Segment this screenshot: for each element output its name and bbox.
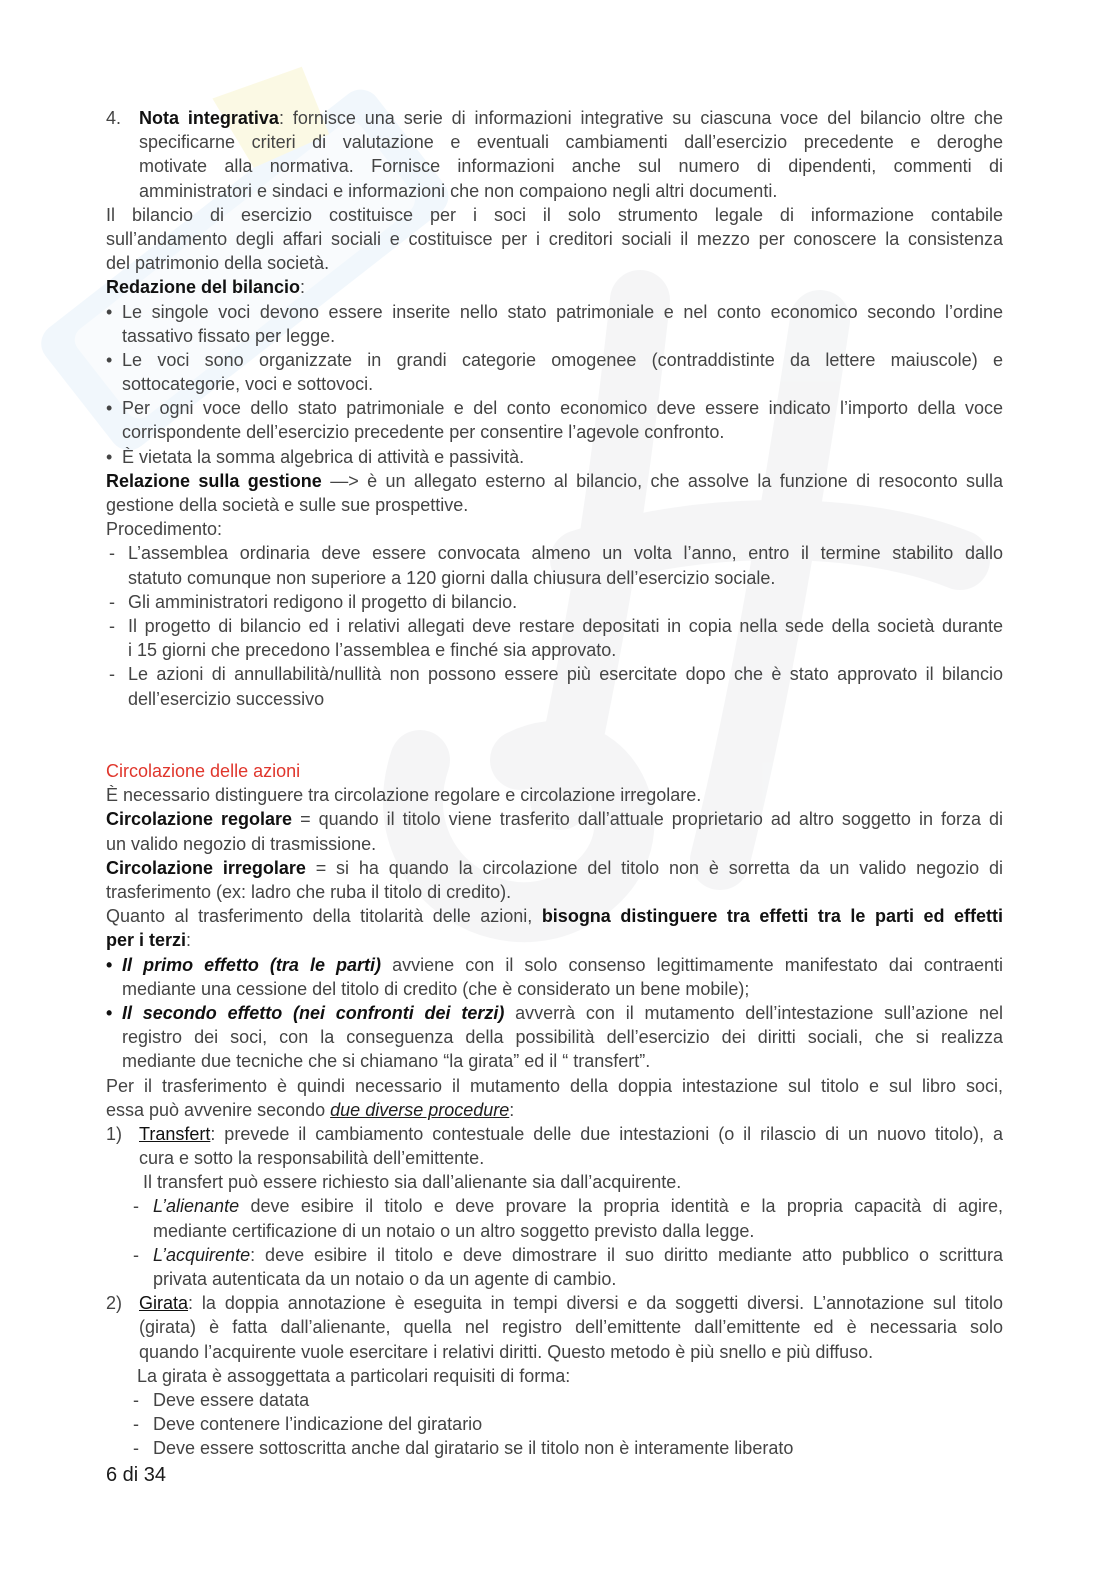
text-line — [106, 275, 1003, 299]
text-segment: bisogna distinguere tra effetti tra le parti ed effetti — [541, 906, 1003, 927]
text-segment: : — [300, 277, 306, 298]
text-line: motivate alla normativa. Fornisce informazioni anche sul numero di dipendenti, commenti di — [139, 156, 1003, 177]
nota-integrativa-item — [106, 106, 1003, 203]
relazione-paragraph — [106, 469, 1003, 517]
text-segment: Relazione sulla gestione — [106, 470, 322, 491]
text-segment: per i terzi — [106, 930, 187, 951]
transfert-item — [106, 1122, 1003, 1170]
text-line — [106, 1098, 1003, 1122]
text-segment: Transfert — [139, 1123, 211, 1144]
text-line: Per il trasferimento è quindi necessario il mutamento della doppia intestazione sul titolo e sul libro soci, — [106, 1075, 1003, 1096]
text-line: corrispondente dell’esercizio precedente per consentire l’agevole confronto. — [122, 422, 725, 443]
text-line: Circolazione delle azioni — [106, 761, 301, 782]
text-segment: = quando il titolo viene trasferito dall’attuale proprietario ad altro soggetto in forza di — [292, 809, 1003, 830]
list-marker: 1) — [106, 1123, 123, 1144]
text-segment: : prevede il cambiamento contestuale delle due intestazioni (o il rilascio di un nuovo titolo), a — [210, 1123, 1003, 1144]
girata-note — [106, 1364, 1003, 1388]
text-line: amministratori e sindaci e informazioni che non compaiono negli altri documenti. — [139, 180, 778, 201]
acquirente-item — [106, 1243, 1003, 1291]
text-segment: Nota integrativa — [139, 108, 279, 128]
text-line — [122, 953, 1003, 977]
text-line: specificarne criteri di valutazione e eventuali cambiamenti dall’esercizio precedente e deroghe — [139, 132, 1003, 153]
list-marker: - — [133, 1196, 139, 1217]
text-segment: Circolazione irregolare — [106, 857, 306, 878]
text-segment: essa può avvenire secondo — [106, 1099, 331, 1120]
text-line: i 15 giorni che precedono l’assemblea e finché sia approvato. — [128, 640, 617, 661]
text-segment: Il primo effetto (tra le parti) — [122, 954, 382, 975]
list-marker: • — [106, 398, 113, 419]
text-segment: Quanto al trasferimento della titolarità delle azioni, — [106, 906, 542, 927]
text-line: sull’andamento degli affari sociali e costituisce per i creditori sociali il mezzo per conoscere la consistenza — [106, 228, 1003, 249]
text-line — [106, 807, 1003, 831]
circolazione-heading — [106, 759, 1003, 783]
text-segment: : — [186, 930, 192, 951]
text-line: Deve contenere l’indicazione del giratario — [153, 1414, 483, 1435]
text-line: (girata) è fatta dall’alienante, quella nel registro dell’emittente dall’emittente ed è necessaria solo — [139, 1317, 1003, 1338]
text-segment: : — [509, 1099, 515, 1120]
text-line: privata autenticata da un notaio o da un agente di cambio. — [153, 1269, 617, 1290]
text-line: statuto comunque non superiore a 120 giorni dalla chiusura dell’esercizio sociale. — [128, 567, 776, 588]
girata-requirement — [106, 1412, 1003, 1436]
girata-requirement — [106, 1436, 1003, 1460]
list-marker: - — [109, 664, 115, 685]
text-line: mediante una cessione del titolo di credito (che è considerato un bene mobile); — [122, 978, 750, 999]
redazione-bullet — [106, 348, 1003, 396]
text-line: La girata è assoggettata a particolari requisiti di forma: — [137, 1365, 571, 1386]
circolazione-intro — [106, 783, 1003, 807]
trasferimento-paragraph — [106, 904, 1003, 952]
text-line: tassativo fissato per legge. — [122, 325, 336, 346]
procedimento-step — [106, 662, 1003, 710]
text-line — [106, 904, 1003, 928]
list-marker: • — [106, 349, 113, 370]
text-segment: avviene con il solo consenso legittimamente manifestato dai contraenti — [381, 954, 1003, 975]
text-line: un valido negozio di trasmissione. — [106, 833, 377, 854]
primo-effetto-bullet — [106, 953, 1003, 1001]
text-line — [106, 928, 1003, 952]
text-line: È vietata la somma algebrica di attività e passività. — [122, 446, 525, 467]
list-marker: - — [109, 615, 115, 636]
page-number: 6 di 34 — [106, 1464, 167, 1486]
text-line — [139, 1291, 1003, 1315]
list-marker: 2) — [106, 1293, 123, 1314]
text-line: mediante due tecniche che si chiamano “la girata” ed il “ transfert”. — [122, 1051, 651, 1072]
procedimento-label — [106, 517, 1003, 541]
text-line: Le azioni di annullabilità/nullità non possono essere più esercitate dopo che è stato approvato il bilancio — [128, 664, 1003, 685]
text-line — [139, 1122, 1003, 1146]
list-marker: 4. — [106, 108, 122, 128]
text-line: Il progetto di bilancio ed i relativi allegati deve restare depositati in copia nella sede della società durante — [128, 615, 1003, 636]
redazione-heading — [106, 275, 1003, 299]
text-line: Il bilancio di esercizio costituisce per i soci il solo strumento legale di informazione contabile — [106, 204, 1003, 225]
circolazione-regolare — [106, 807, 1003, 855]
list-marker: • — [106, 301, 113, 322]
text-line: Il transfert può essere richiesto sia dall’alienante sia dall’acquirente. — [143, 1172, 682, 1193]
text-line: quando l’acquirente vuole esercitare i relativi diritti. Questo metodo è più snello e più diffuso. — [139, 1341, 874, 1362]
text-segment: deve esibire il titolo e deve provare la propria identità e la propria capacità di agire, — [239, 1196, 1003, 1217]
text-line: trasferimento (ex: ladro che ruba il titolo di credito). — [106, 882, 512, 903]
text-line — [153, 1194, 1003, 1218]
redazione-bullet — [106, 300, 1003, 348]
text-line — [153, 1243, 1003, 1267]
text-segment: : fornisce una serie di informazioni integrative su ciascuna voce del bilancio oltre che — [278, 108, 1004, 128]
text-line — [122, 1001, 1003, 1025]
girata-requirement — [106, 1388, 1003, 1412]
procedure-intro — [106, 1074, 1003, 1122]
text-line: dell’esercizio successivo — [128, 688, 325, 709]
secondo-effetto-bullet — [106, 1001, 1003, 1074]
text-segment: : la doppia annotazione è eseguita in tempi diversi e da soggetti diversi. L’annotazione sul titolo — [188, 1293, 1003, 1314]
girata-item — [106, 1291, 1003, 1364]
text-line: Gli amministratori redigono il progetto di bilancio. — [128, 591, 518, 612]
text-line: Procedimento: — [106, 519, 223, 540]
text-segment: avverrà con il mutamento dell’intestazione sull’azione nel — [504, 1002, 1004, 1023]
text-segment: Circolazione regolare — [106, 809, 293, 830]
text-line: È necessario distinguere tra circolazione regolare e circolazione irregolare. — [106, 785, 702, 806]
list-marker: - — [109, 543, 115, 564]
alienante-item — [106, 1194, 1003, 1242]
document-body — [106, 106, 1003, 1461]
circolazione-irregolare — [106, 856, 1003, 904]
text-line: Deve essere sottoscritta anche dal giratario se il titolo non è interamente liberato — [153, 1438, 794, 1459]
procedimento-step — [106, 590, 1003, 614]
text-line: sottocategorie, voci e sottovoci. — [122, 374, 374, 395]
list-marker: • — [106, 446, 113, 467]
text-line: registro dei soci, con la conseguenza della possibilità dell’esercizio dei diritti sociali, che si realizza — [122, 1027, 1003, 1048]
text-line — [139, 106, 1003, 130]
text-segment: —> è un allegato esterno al bilancio, che assolve la funzione di resoconto sulla — [321, 470, 1003, 491]
text-line — [106, 469, 1003, 493]
text-line — [106, 856, 1003, 880]
bilancio-paragraph — [106, 203, 1003, 276]
text-segment: Redazione del bilancio — [106, 277, 301, 298]
list-marker: - — [133, 1414, 139, 1435]
text-line: mediante certificazione di un notaio o un altro soggetto previsto dalla legge. — [153, 1220, 755, 1241]
text-segment: Il secondo effetto (nei confronti dei terzi) — [122, 1002, 505, 1023]
list-marker: • — [106, 954, 113, 975]
text-line: del patrimonio della società. — [106, 253, 330, 274]
redazione-bullet — [106, 396, 1003, 444]
list-marker: - — [133, 1438, 139, 1459]
text-line: gestione della società e sulle sue prospettive. — [106, 495, 469, 515]
text-line: cura e sotto la responsabilità dell’emittente. — [139, 1148, 485, 1169]
text-segment: : deve esibire il titolo e deve dimostrare il suo diritto mediante atto pubblico o scrittura — [250, 1244, 1003, 1265]
transfert-note — [106, 1170, 1003, 1194]
text-line: Per ogni voce dello stato patrimoniale e del conto economico deve essere indicato l’importo della voce — [122, 398, 1003, 419]
text-segment: L’acquirente — [153, 1244, 251, 1265]
redazione-bullet — [106, 445, 1003, 469]
text-line: Le singole voci devono essere inserite nello stato patrimoniale e nel conto economico secondo l’ordine — [122, 301, 1003, 322]
text-segment: L’alienante — [153, 1196, 240, 1217]
text-line: L’assemblea ordinaria deve essere convocata almeno un volta l’anno, entro il termine stabilito dallo — [128, 543, 1003, 564]
list-marker: - — [109, 591, 115, 612]
text-segment: = si ha quando la circolazione del titolo non è sorretta da un valido negozio di — [305, 857, 1003, 878]
text-line: Le voci sono organizzate in grandi categorie omogenee (contraddistinte da lettere maiuscole) e — [122, 349, 1003, 370]
list-marker: • — [106, 1002, 113, 1023]
text-segment: Girata — [139, 1293, 189, 1314]
procedimento-step — [106, 614, 1003, 662]
list-marker: - — [133, 1244, 139, 1265]
text-line: Deve essere datata — [153, 1389, 310, 1410]
list-marker: - — [133, 1389, 139, 1410]
procedimento-step — [106, 541, 1003, 589]
text-segment: due diverse procedure — [330, 1099, 510, 1120]
